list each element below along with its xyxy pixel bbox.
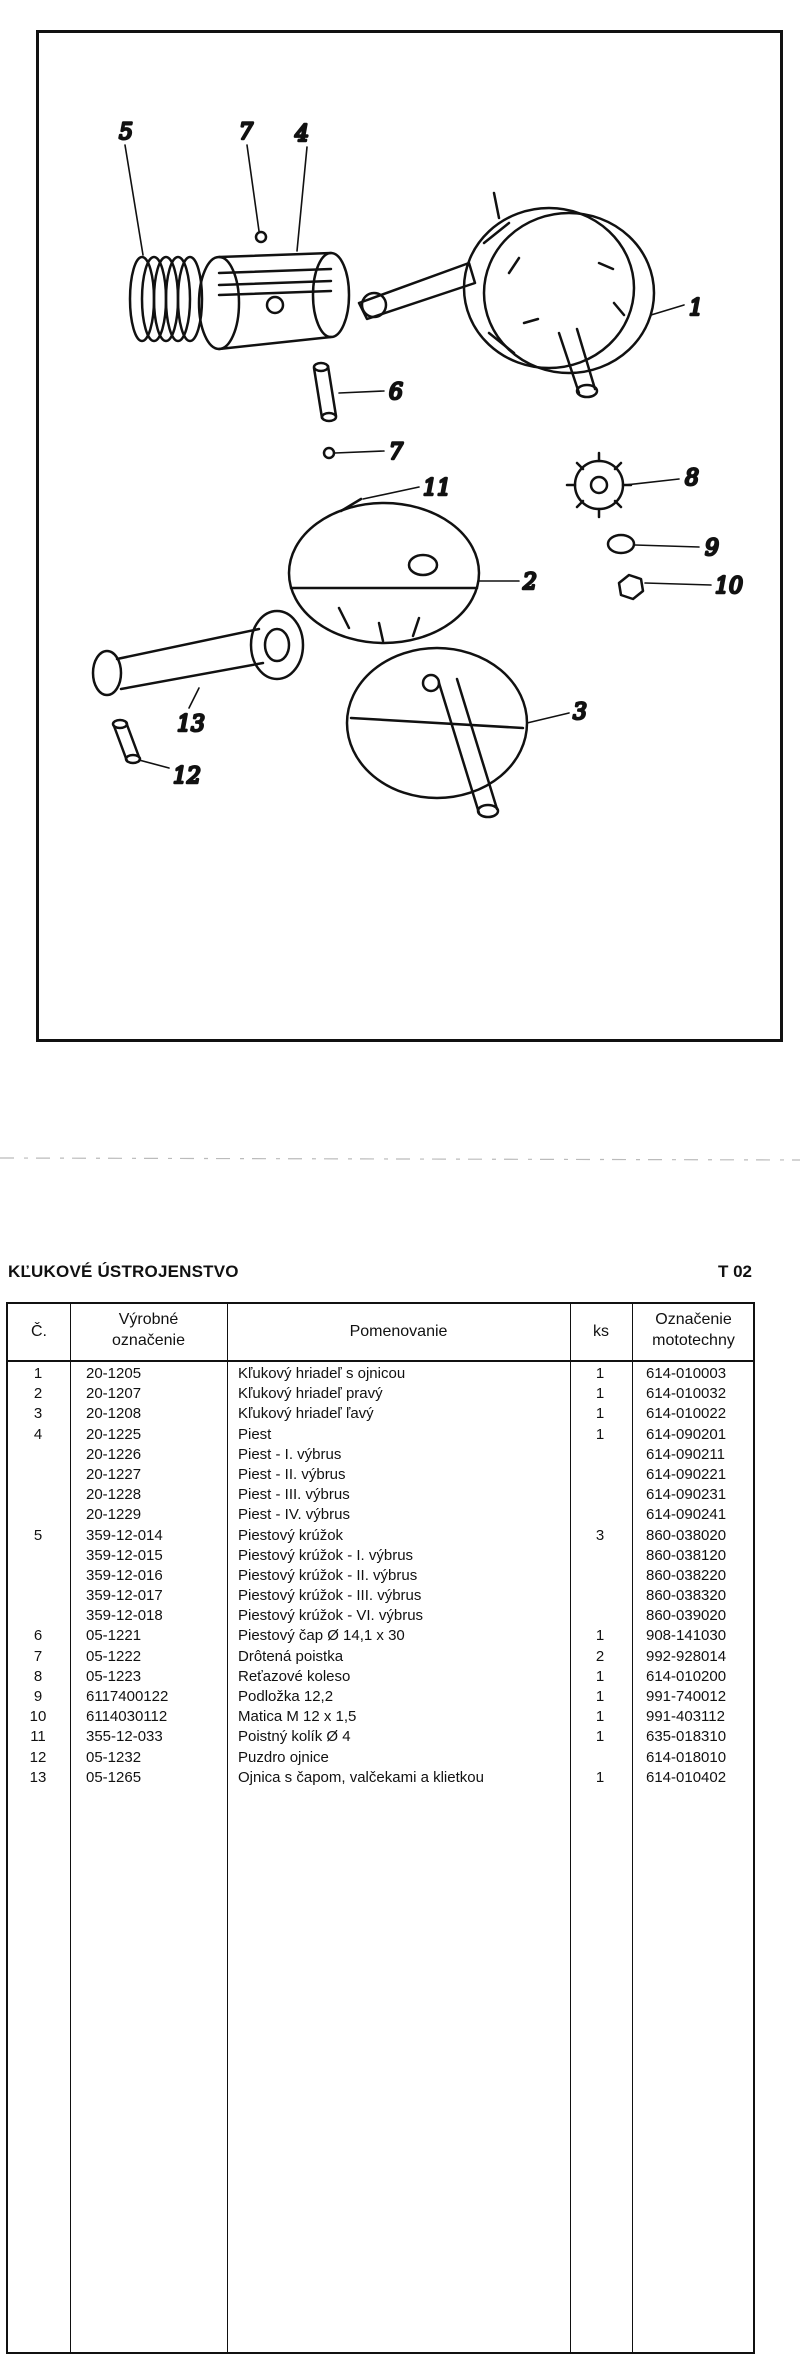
table-row (8, 1566, 753, 1586)
row-number: 12 (29, 1748, 47, 1766)
row-mototechna-code: 860-039020 (646, 1607, 727, 1625)
table-row (8, 1586, 753, 1606)
row-product-code: 359-12-015 (86, 1546, 163, 1564)
row-mototechna-code: 860-038220 (646, 1566, 727, 1584)
row-part-name: Podložka 12,2 (238, 1688, 334, 1705)
row-part-name: Piestový krúžok - III. výbrus (238, 1587, 422, 1605)
row-quantity: 1 (595, 1708, 605, 1726)
callout-8: 8 (685, 466, 699, 491)
table-row (8, 1687, 753, 1707)
table-row (8, 1626, 753, 1646)
callout-1: 1 (689, 296, 703, 321)
row-number: 6 (33, 1627, 43, 1645)
callout-9: 9 (705, 536, 719, 561)
callout-5: 5 (119, 120, 133, 145)
row-product-code: 20-1208 (86, 1405, 142, 1423)
row-mototechna-code: 614-018010 (646, 1748, 727, 1766)
row-mototechna-code: 991-403112 (646, 1708, 725, 1726)
table-row (8, 1526, 753, 1546)
row-product-code: 05-1232 (86, 1748, 142, 1766)
row-part-name: Piestový krúžok - I. výbrus (238, 1546, 414, 1564)
leader-lines (125, 145, 711, 768)
callout-10: 10 (715, 574, 743, 599)
row-product-code: 05-1265 (86, 1768, 142, 1786)
row-number: 1 (33, 1365, 43, 1382)
table-row (8, 1707, 753, 1727)
row-product-code: 359-12-014 (86, 1526, 163, 1544)
row-part-name: Ojnica s čapom, valčekami a klietkou (238, 1768, 484, 1786)
callout-6: 6 (389, 380, 403, 405)
circlip-2-drawing (324, 448, 334, 458)
circlip-drawing (256, 232, 266, 242)
row-part-name: Puzdro ojnice (238, 1748, 329, 1766)
exploded-view-figure (36, 30, 783, 1042)
row-mototechna-code: 614-010003 (646, 1365, 727, 1382)
table-row (8, 1445, 753, 1465)
row-product-code: 05-1221 (86, 1627, 142, 1645)
row-number: 4 (33, 1425, 43, 1443)
table-row (8, 1505, 753, 1525)
table-row (8, 1546, 753, 1566)
row-part-name: Piest - II. výbrus (238, 1465, 346, 1483)
header-name: Pomenovanie (349, 1323, 448, 1340)
table-row (8, 1404, 753, 1424)
row-quantity: 1 (595, 1667, 605, 1685)
row-mototechna-code: 614-090211 (646, 1445, 725, 1463)
piston-rings-drawing (130, 257, 202, 341)
row-part-name: Reťazové koleso (238, 1667, 351, 1685)
row-number: 8 (33, 1667, 43, 1685)
row-product-code: 355-12-033 (86, 1728, 163, 1746)
callout-3: 3 (573, 700, 587, 725)
row-product-code: 20-1205 (86, 1365, 142, 1382)
row-part-name: Kľukový hriadeľ ľavý (238, 1405, 374, 1423)
row-mototechna-code: 908-141030 (646, 1627, 727, 1645)
header-number: Č. (31, 1323, 47, 1340)
section-title: KĽUKOVÉ ÚSTROJENSTVO (8, 1262, 239, 1281)
right-crank-half-drawing (289, 503, 479, 643)
table-row (8, 1647, 753, 1667)
piston-drawing (199, 253, 349, 349)
callout-11: 11 (423, 476, 451, 501)
row-part-name: Piest - III. výbrus (238, 1486, 350, 1504)
table-row (8, 1667, 753, 1687)
row-mototechna-code: 614-090241 (646, 1506, 727, 1524)
row-quantity: 1 (595, 1405, 605, 1423)
row-number: 11 (30, 1728, 46, 1746)
row-number: 13 (29, 1768, 47, 1786)
row-mototechna-code: 992-928014 (646, 1647, 727, 1665)
row-quantity: 1 (595, 1425, 605, 1443)
row-product-code: 20-1228 (86, 1486, 142, 1504)
washer-drawing (608, 535, 634, 553)
row-product-code: 20-1229 (86, 1506, 142, 1524)
connecting-rod-drawing (93, 611, 303, 695)
row-product-code: 20-1226 (86, 1445, 142, 1463)
row-mototechna-code: 635-018310 (646, 1728, 727, 1746)
table-row (8, 1606, 753, 1626)
row-part-name: Piest - I. výbrus (238, 1445, 342, 1463)
row-part-name: Kľukový hriadeľ pravý (238, 1385, 383, 1403)
row-mototechna-code: 614-090231 (646, 1486, 727, 1504)
row-number: 5 (33, 1526, 43, 1544)
row-product-code: 359-12-018 (86, 1607, 163, 1625)
callout-2: 2 (523, 570, 537, 595)
table-row (8, 1384, 753, 1404)
header-code-line1: Výrobné (118, 1311, 179, 1328)
callout-7b: 7 (389, 440, 403, 465)
table-row (8, 1748, 753, 1768)
row-product-code: 6117400122 (86, 1688, 169, 1705)
row-number: 10 (29, 1708, 47, 1726)
bushing-drawing (113, 720, 140, 763)
nut-drawing (619, 575, 643, 599)
row-number: 2 (33, 1385, 43, 1403)
row-quantity: 1 (595, 1768, 605, 1786)
table-row (8, 1768, 753, 1788)
row-mototechna-code: 860-038120 (646, 1546, 727, 1564)
parts-table (6, 1302, 755, 2354)
row-product-code: 359-12-017 (86, 1587, 163, 1605)
row-product-code: 359-12-016 (86, 1566, 163, 1584)
row-number: 3 (33, 1405, 43, 1423)
scan-artifact-line (0, 1150, 800, 1170)
row-mototechna-code: 991-740012 (646, 1688, 727, 1705)
row-mototechna-code: 614-010032 (646, 1385, 727, 1403)
gudgeon-pin-drawing (314, 363, 336, 421)
crankshaft-assembly-drawing (359, 193, 654, 397)
row-quantity: 1 (595, 1627, 605, 1645)
row-part-name: Piestový krúžok (238, 1526, 344, 1544)
table-row (8, 1465, 753, 1485)
header-code-line2: označenie (112, 1332, 185, 1349)
row-product-code: 20-1207 (86, 1385, 142, 1403)
row-product-code: 05-1223 (86, 1667, 142, 1685)
row-quantity: 3 (595, 1526, 605, 1544)
row-product-code: 20-1227 (86, 1465, 142, 1483)
row-quantity: 2 (595, 1647, 605, 1665)
callout-7a: 7 (239, 120, 253, 145)
row-mototechna-code: 860-038320 (646, 1587, 727, 1605)
row-mototechna-code: 614-090221 (646, 1465, 727, 1483)
row-mototechna-code: 860-038020 (646, 1526, 727, 1544)
row-mototechna-code: 614-090201 (646, 1425, 727, 1443)
table-row (8, 1727, 753, 1747)
header-mt-line1: Označenie (655, 1311, 732, 1328)
table-body (8, 1364, 753, 1788)
row-product-code: 6114030112 (86, 1708, 168, 1726)
crankshaft-exploded-drawing (39, 33, 780, 1039)
row-quantity: 1 (595, 1365, 605, 1382)
chain-sprocket-drawing (567, 453, 631, 517)
row-part-name: Piestový čap Ø 14,1 x 30 (238, 1627, 405, 1645)
row-part-name: Piestový krúžok - II. výbrus (238, 1566, 418, 1584)
row-mototechna-code: 614-010200 (646, 1667, 727, 1685)
row-part-name: Kľukový hriadeľ s ojnicou (238, 1365, 406, 1382)
row-part-name: Drôtená poistka (238, 1647, 344, 1665)
row-part-name: Piest - IV. výbrus (238, 1506, 350, 1524)
row-part-name: Piestový krúžok - VI. výbrus (238, 1607, 424, 1625)
row-part-name: Piest (238, 1425, 272, 1443)
table-row (8, 1425, 753, 1445)
page-code: T 02 (718, 1262, 753, 1281)
callout-4: 4 (295, 122, 309, 147)
row-mototechna-code: 614-010022 (646, 1405, 727, 1423)
callout-12: 12 (173, 764, 201, 789)
header-divider (8, 1360, 753, 1362)
row-quantity: 1 (595, 1728, 605, 1746)
header-mt-line2: mototechny (652, 1332, 735, 1349)
row-quantity: 1 (595, 1688, 605, 1705)
left-crank-half-drawing (347, 648, 527, 817)
header-qty: ks (593, 1323, 609, 1340)
row-product-code: 20-1225 (86, 1425, 142, 1443)
row-number: 7 (33, 1647, 43, 1665)
row-product-code: 05-1222 (86, 1647, 142, 1665)
row-mototechna-code: 614-010402 (646, 1768, 727, 1786)
row-part-name: Matica M 12 x 1,5 (238, 1708, 357, 1726)
row-number: 9 (33, 1688, 43, 1705)
row-part-name: Poistný kolík Ø 4 (238, 1728, 351, 1746)
table-row (8, 1364, 753, 1384)
callout-13: 13 (177, 712, 205, 737)
table-row (8, 1485, 753, 1505)
row-quantity: 1 (595, 1385, 605, 1403)
